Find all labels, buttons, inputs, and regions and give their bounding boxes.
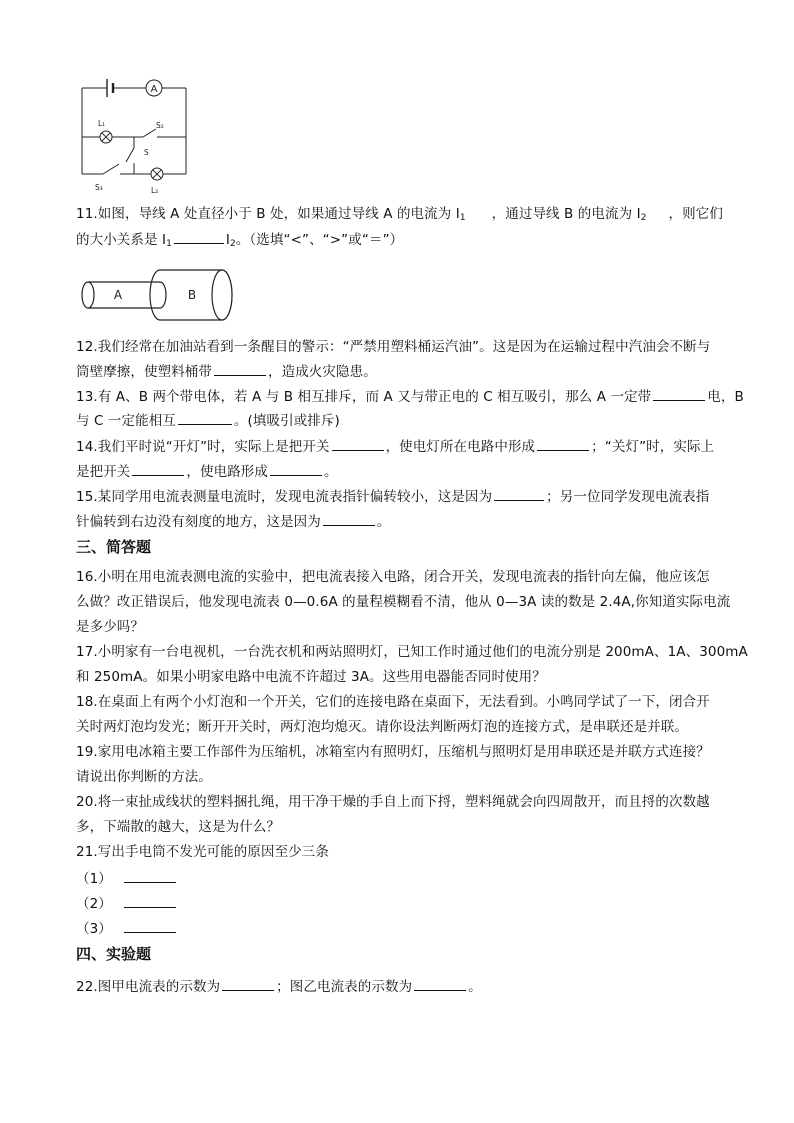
q16-line-2: 么做？改正错误后，他发现电流表 0—0.6A 的量程模糊看不清，他从 0—3A 读的数是 2.4A,你知道实际电流: [76, 594, 731, 610]
wire-thin-body: [88, 282, 166, 308]
q13-blank-2[interactable]: [178, 410, 232, 425]
q15-blank-1[interactable]: [494, 486, 544, 501]
q17-line-1: 17.小明家有一台电视机，一台洗衣机和两站照明灯，已知工作时通过他们的电流分别是 200mA、1A、300mA: [76, 644, 748, 660]
wire-label-a: A: [113, 288, 123, 302]
q12-answer-blank[interactable]: [214, 361, 266, 376]
q21-blank-2[interactable]: [124, 893, 176, 908]
q14-blank-4[interactable]: [270, 461, 322, 476]
switch-s2-blade: [143, 129, 156, 137]
q13-line-1: 13.有 A、B 两个带电体，若 A 与 B 相互排斥，而 A 又与带正电的 C 相互吸引，那么 A 一定带 电，B: [76, 386, 744, 407]
q21-blank-3[interactable]: [124, 918, 176, 933]
wire-thick-end: [212, 270, 232, 320]
q15-blank-2[interactable]: [323, 511, 375, 526]
q22-line-1: 22.图甲电流表的示数为 ；图乙电流表的示数为 。: [76, 976, 482, 997]
q12-line-1: 12.我们经常在加油站看到一条醒目的警示：“严禁用塑料桶运汽油”。这是因为在运输过程中汽油会不断与: [76, 339, 711, 355]
q22-blank-2[interactable]: [414, 976, 466, 991]
q14-line-1: 14.我们平时说“开灯”时，实际上是把开关 ，使电灯所在电路中形成 ；“关灯”时，实际上: [76, 436, 714, 457]
q14-blank-3[interactable]: [132, 461, 184, 476]
q11-answer-blank[interactable]: [174, 229, 224, 244]
q19-line-2: 请说出你判断的方法。: [76, 769, 212, 785]
section-heading-experiment: 四、实验题: [76, 945, 152, 963]
q21-item-3: （3）: [76, 918, 178, 939]
wire-label-b: B: [187, 288, 197, 302]
q14-blank-2[interactable]: [537, 436, 589, 451]
q21-item-1: （1）: [76, 868, 178, 889]
q18-line-1: 18.在桌面上有两个小灯泡和一个开关，它们的连接电路在桌面下，无法看到。小鸣同学试了一下，闭合开: [76, 694, 710, 710]
q16-line-3: 是多少吗？: [76, 619, 144, 635]
lamp-l1-label: L₁: [98, 119, 106, 128]
ammeter-label: A: [150, 84, 158, 95]
q15-line-2: 针偏转到右边没有刻度的地方，这是因为 。: [76, 511, 390, 532]
q21-line-1: 21.写出手电筒不发光可能的原因至少三条: [76, 844, 329, 860]
q18-line-2: 关时两灯泡均发光；断开开关时，两灯泡均熄灭。请你设法判断两灯泡的连接方式，是串联还是并联。: [76, 719, 688, 735]
q14-blank-1[interactable]: [332, 436, 384, 451]
q11-line-1: 11.如图，导线 A 处直径小于 B 处，如果通过导线 A 的电流为 $I_1$ ，通过导线 B 的电流为 $I_2$ ，则它们: [76, 206, 723, 223]
q21-item-2: （2）: [76, 893, 178, 914]
q20-line-2: 多，下端散的越大，这是为什么？: [76, 819, 280, 835]
q21-blank-1[interactable]: [124, 868, 176, 883]
q11-line-2: 的大小关系是 $I_1$ $I_2$。（选填“<”、“>”或“＝”）: [76, 229, 403, 254]
switch-s3-label: S₃: [95, 183, 103, 192]
circuit-diagram: [76, 76, 196, 198]
q15-line-1: 15.某同学用电流表测量电流时，发现电流表指针偏转较小，这是因为 ；另一位同学发现电流表指: [76, 486, 709, 507]
section-heading-short-answer: 三、简答题: [76, 538, 152, 556]
q13-line-2: 与 C 一定能相互 。(填吸引或排斥): [76, 410, 340, 431]
switch-s-label: S: [144, 148, 149, 157]
q12-line-2: 筒壁摩擦，使塑料桶带 ，造成火灾隐患。: [76, 361, 377, 382]
q17-line-2: 和 250mA。如果小明家电路中电流不许超过 3A。这些用电器能否同时使用？: [76, 669, 546, 685]
wire-diagram: [76, 264, 236, 326]
switch-s-blade: [126, 148, 134, 162]
lamp-l2-label: L₂: [151, 186, 159, 195]
switch-s3-blade: [103, 164, 119, 174]
q14-line-2: 是把开关 ，使电路形成 。: [76, 461, 338, 482]
switch-s2-label: S₂: [156, 121, 164, 130]
q20-line-1: 20.将一束扯成线状的塑料捆扎绳，用干净干燥的手自上而下捋，塑料绳就会向四周散开，而且捋的次数越: [76, 794, 710, 810]
q19-line-1: 19.家用电冰箱主要工作部件为压缩机，冰箱室内有照明灯，压缩机与照明灯是用串联还是并联方式连接？: [76, 744, 710, 760]
q13-blank-1[interactable]: [653, 386, 705, 401]
q22-blank-1[interactable]: [222, 976, 274, 991]
wire-thin-end: [82, 282, 94, 308]
q16-line-1: 16.小明在用电流表测电流的实验中，把电流表接入电路，闭合开关，发现电流表的指针向左偏，他应该怎: [76, 569, 710, 585]
